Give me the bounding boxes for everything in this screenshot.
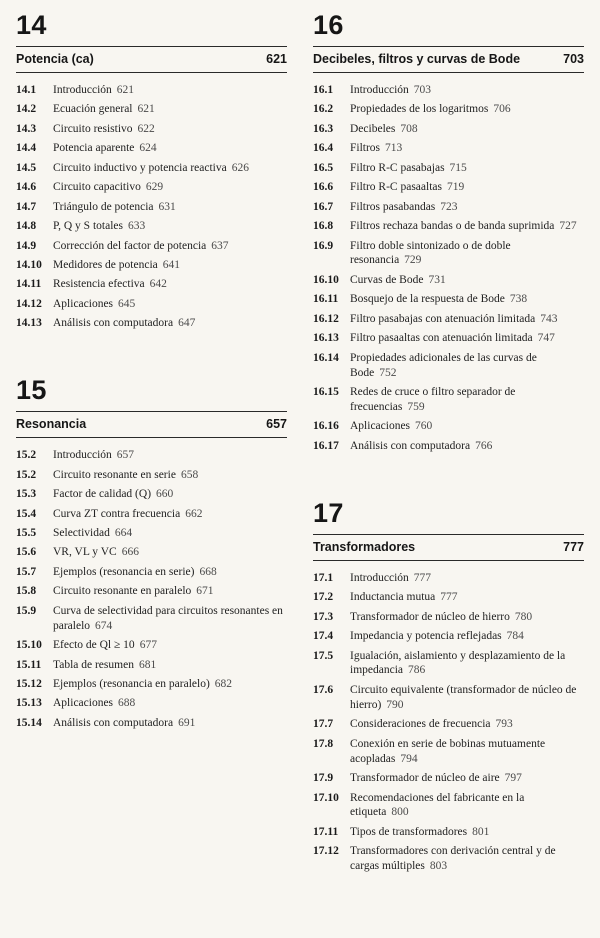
section-page: 777 bbox=[440, 591, 458, 604]
section-number: 17.7 bbox=[313, 718, 334, 731]
toc-entry bbox=[16, 487, 287, 502]
toc-entry bbox=[16, 102, 287, 117]
section-number: 15.4 bbox=[16, 507, 37, 520]
section-number: 17.8 bbox=[313, 737, 334, 750]
section-number: 14.7 bbox=[16, 200, 37, 213]
section-page: 743 bbox=[540, 312, 558, 325]
section-title: Análisis con computadora 766 bbox=[350, 439, 493, 452]
section-title: Filtros pasabandas 723 bbox=[350, 200, 458, 213]
section-number: 15.13 bbox=[16, 697, 42, 710]
chapter-title: Transformadores bbox=[313, 539, 416, 554]
section-title: Análisis con computadora 647 bbox=[53, 317, 196, 330]
section-page: 766 bbox=[475, 439, 493, 452]
toc-entry bbox=[16, 638, 287, 653]
section-number: 17.9 bbox=[313, 772, 334, 785]
chapter-block-17 bbox=[313, 497, 584, 874]
chapter-title: Potencia (ca) bbox=[16, 52, 94, 66]
section-page: 738 bbox=[509, 293, 528, 306]
section-title: Conexión en serie de bobinas mutuamente acopladas 794 bbox=[350, 737, 546, 765]
chapter-start-page: 621 bbox=[266, 52, 287, 66]
chapter-number: 16 bbox=[313, 10, 344, 40]
section-page: 715 bbox=[449, 161, 467, 174]
section-number: 14.11 bbox=[16, 278, 42, 291]
section-title: VR, VL y VC 666 bbox=[53, 546, 139, 559]
toc-entry bbox=[313, 825, 584, 840]
section-title: Potencia aparente 624 bbox=[53, 142, 157, 155]
section-page: 708 bbox=[400, 122, 418, 135]
toc-entry bbox=[313, 102, 584, 117]
section-page: 703 bbox=[413, 84, 432, 96]
section-title: Introducción 703 bbox=[350, 84, 432, 96]
section-title: Filtros rechaza bandas o de banda suprimida 727 bbox=[350, 220, 577, 233]
section-number: 14.8 bbox=[16, 220, 37, 233]
section-number: 17.10 bbox=[313, 791, 339, 804]
section-number: 14.12 bbox=[16, 297, 42, 310]
toc-entry bbox=[313, 771, 584, 786]
toc-entry bbox=[313, 200, 584, 215]
section-title: Análisis con computadora 691 bbox=[53, 716, 196, 729]
section-title: Aplicaciones 688 bbox=[53, 697, 136, 710]
section-page: 664 bbox=[114, 526, 133, 539]
section-page: 713 bbox=[385, 142, 403, 155]
toc-entry bbox=[16, 545, 287, 560]
section-page: 801 bbox=[472, 825, 490, 838]
toc-entry bbox=[313, 791, 584, 821]
chapter-number: 17 bbox=[313, 497, 344, 528]
section-title: Propiedades de los logaritmos 706 bbox=[350, 103, 511, 116]
section-number: 15.7 bbox=[16, 565, 37, 578]
chapter-title: Decibeles, filtros y curvas de Bode bbox=[313, 52, 521, 66]
toc-entry bbox=[313, 83, 584, 98]
toc-entry bbox=[16, 239, 287, 254]
section-list bbox=[313, 571, 584, 874]
section-page: 780 bbox=[514, 610, 533, 623]
section-title: Consideraciones de frecuencia 793 bbox=[350, 718, 513, 731]
section-title: Curva ZT contra frecuencia 662 bbox=[53, 507, 203, 520]
section-title: Inductancia mutua 777 bbox=[350, 591, 458, 604]
toc-entry bbox=[16, 507, 287, 522]
chapter-header bbox=[16, 46, 287, 73]
section-title: Corrección del factor de potencia 637 bbox=[53, 239, 229, 252]
section-title: Aplicaciones 760 bbox=[350, 420, 433, 433]
section-page: 668 bbox=[199, 565, 217, 578]
section-number: 15.5 bbox=[16, 526, 37, 539]
section-number: 17.11 bbox=[313, 825, 339, 838]
section-page: 691 bbox=[178, 716, 196, 729]
toc-entry bbox=[313, 683, 584, 713]
section-title: Circuito capacitivo 629 bbox=[53, 181, 164, 194]
toc-entry bbox=[313, 385, 584, 415]
section-page: 727 bbox=[559, 220, 577, 233]
toc-entry bbox=[313, 292, 584, 307]
toc-entry bbox=[313, 180, 584, 195]
toc-entry bbox=[313, 239, 584, 269]
section-title: Ejemplos (resonancia en serie) 668 bbox=[53, 565, 217, 578]
section-number: 15.12 bbox=[16, 677, 42, 690]
section-number: 15.9 bbox=[16, 604, 37, 617]
section-title: Curvas de Bode 731 bbox=[350, 273, 446, 286]
toc-entry bbox=[16, 122, 287, 137]
section-number: 17.1 bbox=[313, 571, 334, 584]
section-number: 17.6 bbox=[313, 683, 334, 696]
section-number: 17.2 bbox=[313, 591, 334, 604]
section-title: Impedancia y potencia reflejadas 784 bbox=[350, 630, 524, 643]
section-page: 719 bbox=[447, 181, 465, 194]
section-title: Introducción 657 bbox=[53, 449, 135, 462]
section-title: Triángulo de potencia 631 bbox=[53, 200, 176, 213]
section-number: 15.14 bbox=[16, 716, 42, 729]
section-page: 671 bbox=[196, 585, 214, 598]
toc-entry bbox=[313, 273, 584, 288]
section-number: 17.4 bbox=[313, 630, 334, 643]
section-title: Tipos de transformadores 801 bbox=[350, 825, 490, 838]
chapter-block-15 bbox=[16, 377, 287, 731]
toc-entry bbox=[313, 610, 584, 625]
section-number: 16.7 bbox=[313, 200, 334, 213]
section-title: Redes de cruce o filtro separador de frecuencias 759 bbox=[350, 386, 516, 413]
section-title: Propiedades adicionales de las curvas de Bode 752 bbox=[350, 351, 537, 379]
section-number: 15.2 bbox=[16, 468, 37, 481]
section-page: 624 bbox=[139, 142, 157, 155]
section-number: 16.3 bbox=[313, 122, 334, 135]
section-page: 681 bbox=[138, 658, 157, 671]
toc-entry bbox=[16, 468, 287, 483]
section-title: Tabla de resumen 681 bbox=[53, 658, 157, 671]
section-title: Transformador de núcleo de hierro 780 bbox=[350, 610, 533, 623]
section-title: Selectividad 664 bbox=[53, 526, 133, 539]
section-title: Filtro R-C pasabajas 715 bbox=[350, 161, 467, 174]
section-number: 15.6 bbox=[16, 546, 37, 559]
section-title: Circuito inductivo y potencia reactiva 626 bbox=[53, 161, 249, 174]
section-title: Filtro pasabajas con atenuación limitada 743 bbox=[350, 312, 558, 325]
toc-entry bbox=[313, 419, 584, 434]
toc-entry bbox=[313, 844, 584, 874]
chapter-header bbox=[313, 534, 584, 561]
section-page: 657 bbox=[116, 449, 135, 462]
toc-entry bbox=[16, 83, 287, 98]
toc-entry bbox=[313, 331, 584, 346]
section-title: Filtro R-C pasaaltas 719 bbox=[350, 181, 465, 194]
section-number: 16.11 bbox=[313, 293, 339, 306]
section-page: 629 bbox=[145, 181, 164, 194]
section-number: 16.14 bbox=[313, 351, 339, 364]
section-title: Bosquejo de la respuesta de Bode 738 bbox=[350, 293, 528, 306]
toc-entry bbox=[313, 737, 584, 767]
section-number: 16.1 bbox=[313, 84, 334, 96]
section-page: 666 bbox=[121, 546, 139, 559]
section-page: 688 bbox=[118, 697, 136, 710]
section-title: Transformadores con derivación central y de cargas múltiples 803 bbox=[350, 845, 556, 873]
toc-right-column bbox=[313, 12, 584, 920]
section-number: 14.2 bbox=[16, 103, 37, 116]
section-number: 16.9 bbox=[313, 239, 334, 252]
section-page: 633 bbox=[127, 220, 146, 233]
section-number: 16.5 bbox=[313, 161, 334, 174]
toc-entry bbox=[313, 717, 584, 732]
section-number: 16.4 bbox=[313, 142, 334, 155]
section-title: Ejemplos (resonancia en paralelo) 682 bbox=[53, 677, 233, 690]
section-title: Introducción 621 bbox=[53, 84, 135, 96]
section-list bbox=[313, 83, 584, 454]
section-page: 723 bbox=[440, 200, 458, 213]
toc-entry bbox=[313, 161, 584, 176]
chapter-title: Resonancia bbox=[16, 417, 87, 432]
toc-entry bbox=[16, 161, 287, 176]
section-page: 729 bbox=[404, 254, 422, 267]
section-number: 17.5 bbox=[313, 649, 334, 662]
section-title: P, Q y S totales 633 bbox=[53, 220, 146, 233]
toc-entry bbox=[313, 312, 584, 327]
toc-entry bbox=[16, 448, 287, 463]
section-number: 14.5 bbox=[16, 161, 37, 174]
toc-entry bbox=[16, 141, 287, 156]
section-title: Circuito equivalente (transformador de núcleo de hierro) 790 bbox=[350, 683, 577, 711]
section-page: 797 bbox=[504, 772, 522, 785]
chapter-start-page: 777 bbox=[563, 539, 584, 554]
toc-entry bbox=[313, 571, 584, 586]
section-number: 15.2 bbox=[16, 449, 37, 462]
section-number: 15.10 bbox=[16, 639, 42, 652]
toc-entry bbox=[16, 180, 287, 195]
section-page: 800 bbox=[391, 806, 409, 819]
section-title: Transformador de núcleo de aire 797 bbox=[350, 772, 522, 785]
section-page: 759 bbox=[407, 400, 425, 413]
section-title: Medidores de potencia 641 bbox=[53, 258, 180, 271]
chapter-number: 15 bbox=[16, 375, 47, 406]
section-page: 784 bbox=[506, 630, 524, 643]
toc-entry bbox=[16, 316, 287, 331]
section-number: 14.4 bbox=[16, 142, 37, 155]
chapter-header bbox=[313, 46, 584, 73]
toc-entry bbox=[16, 584, 287, 599]
chapter-start-page: 657 bbox=[266, 417, 287, 432]
section-number: 17.3 bbox=[313, 610, 334, 623]
section-number: 15.8 bbox=[16, 585, 37, 598]
section-number: 16.16 bbox=[313, 420, 339, 433]
section-page: 660 bbox=[156, 488, 174, 501]
section-title: Filtros 713 bbox=[350, 142, 403, 155]
section-title: Aplicaciones 645 bbox=[53, 297, 136, 310]
section-page: 631 bbox=[158, 200, 176, 213]
toc-entry bbox=[16, 258, 287, 273]
toc-entry bbox=[16, 200, 287, 215]
section-title: Introducción 777 bbox=[350, 571, 432, 584]
section-number: 14.6 bbox=[16, 181, 37, 194]
section-page: 622 bbox=[137, 122, 155, 135]
toc-entry bbox=[16, 277, 287, 292]
chapter-start-page: 703 bbox=[563, 52, 584, 66]
section-number: 16.6 bbox=[313, 181, 334, 194]
section-title: Filtro pasaaltas con atenuación limitada 747 bbox=[350, 332, 555, 345]
section-page: 645 bbox=[118, 297, 136, 310]
toc-entry bbox=[313, 122, 584, 137]
section-page: 647 bbox=[178, 317, 196, 330]
section-number: 14.1 bbox=[16, 84, 37, 96]
chapter-block-16 bbox=[313, 12, 584, 454]
section-page: 731 bbox=[428, 273, 446, 286]
section-number: 16.10 bbox=[313, 273, 339, 286]
chapter-header bbox=[16, 411, 287, 438]
chapter-number: 14 bbox=[16, 10, 47, 40]
toc-entry bbox=[16, 716, 287, 731]
section-title: Resistencia efectiva 642 bbox=[53, 278, 167, 291]
toc-entry bbox=[16, 565, 287, 580]
section-number: 14.3 bbox=[16, 122, 37, 135]
toc-entry bbox=[16, 658, 287, 673]
toc-entry bbox=[16, 604, 287, 634]
section-page: 706 bbox=[493, 103, 511, 116]
section-page: 626 bbox=[231, 161, 249, 174]
section-list bbox=[16, 83, 287, 331]
toc-entry bbox=[313, 141, 584, 156]
section-page: 777 bbox=[413, 571, 432, 584]
section-number: 16.17 bbox=[313, 439, 339, 452]
section-page: 752 bbox=[379, 366, 397, 379]
section-title: Igualación, aislamiento y desplazamiento de la impedancia 786 bbox=[350, 649, 566, 677]
section-page: 803 bbox=[429, 860, 448, 873]
section-page: 621 bbox=[116, 84, 135, 96]
section-title: Recomendaciones del fabricante en la etiqueta 800 bbox=[350, 791, 525, 819]
section-title: Circuito resistivo 622 bbox=[53, 122, 155, 135]
section-number: 16.8 bbox=[313, 220, 334, 233]
section-title: Filtro doble sintonizado o de doble resonancia 729 bbox=[350, 239, 511, 267]
toc-entry bbox=[313, 649, 584, 679]
toc-entry bbox=[313, 439, 584, 454]
section-number: 16.12 bbox=[313, 312, 339, 325]
section-page: 637 bbox=[211, 239, 229, 252]
section-page: 794 bbox=[400, 752, 418, 765]
section-number: 17.12 bbox=[313, 845, 339, 858]
section-page: 760 bbox=[415, 420, 433, 433]
section-page: 677 bbox=[139, 639, 157, 652]
toc-entry bbox=[313, 351, 584, 381]
section-page: 790 bbox=[386, 698, 404, 711]
section-page: 682 bbox=[214, 677, 233, 690]
toc-entry bbox=[313, 219, 584, 234]
section-page: 662 bbox=[185, 507, 203, 520]
section-title: Ecuación general 621 bbox=[53, 103, 155, 116]
toc-entry bbox=[16, 696, 287, 711]
section-title: Circuito resonante en paralelo 671 bbox=[53, 585, 214, 598]
section-page: 793 bbox=[495, 718, 513, 731]
section-page: 786 bbox=[408, 664, 426, 677]
section-title: Factor de calidad (Q) 660 bbox=[53, 488, 174, 501]
section-number: 14.9 bbox=[16, 239, 37, 252]
toc-entry bbox=[16, 526, 287, 541]
section-list bbox=[16, 448, 287, 731]
toc-entry bbox=[313, 590, 584, 605]
section-number: 15.3 bbox=[16, 488, 37, 501]
section-number: 16.2 bbox=[313, 103, 334, 116]
section-number: 14.13 bbox=[16, 317, 42, 330]
section-number: 14.10 bbox=[16, 258, 42, 271]
section-title: Efecto de Ql ≥ 10 677 bbox=[53, 639, 157, 652]
section-title: Circuito resonante en serie 658 bbox=[53, 468, 199, 481]
section-page: 747 bbox=[537, 332, 555, 345]
section-number: 15.11 bbox=[16, 658, 42, 671]
section-number: 16.15 bbox=[313, 386, 339, 398]
section-page: 674 bbox=[95, 619, 113, 632]
toc-entry bbox=[313, 629, 584, 644]
toc-entry bbox=[16, 219, 287, 234]
section-title: Decibeles 708 bbox=[350, 122, 418, 135]
section-page: 641 bbox=[162, 258, 180, 271]
section-page: 658 bbox=[180, 468, 199, 481]
toc-entry bbox=[16, 297, 287, 312]
chapter-block-14 bbox=[16, 12, 287, 331]
section-title: Curva de selectividad para circuitos resonantes en paralelo 674 bbox=[53, 604, 283, 632]
toc-left-column bbox=[16, 12, 287, 920]
section-number: 16.13 bbox=[313, 332, 339, 345]
toc-entry bbox=[16, 677, 287, 692]
section-page: 642 bbox=[149, 278, 167, 291]
section-page: 621 bbox=[137, 103, 155, 116]
